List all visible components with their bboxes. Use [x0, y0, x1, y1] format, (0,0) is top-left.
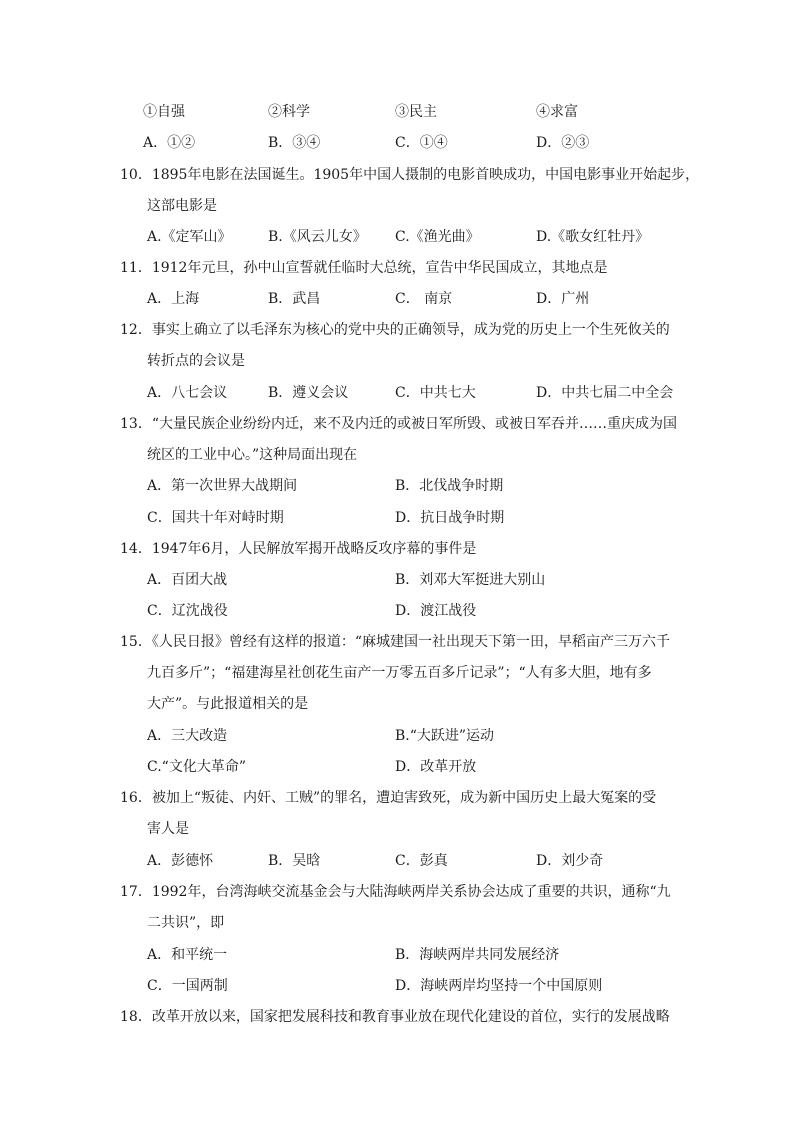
question-13-line-1: 13．“大量民族企业纷纷内迁，来不及内迁的或被日军所毁、或被日军吞并……重庆成为国: [120, 416, 677, 432]
question-17-line-2: 二共识”，即: [147, 915, 225, 931]
q14-option-a: A．百团大战: [147, 572, 228, 588]
q15-option-d: D．改革开放: [395, 759, 477, 775]
q16-option-b: B．吴晗: [268, 853, 321, 869]
q10-option-d: D.《歌女红牡丹》: [536, 229, 650, 245]
item-4: ④求富: [536, 104, 578, 120]
q11-option-c: C． 南京: [395, 291, 453, 307]
question-16-line-1: 16．被加上“叛徒、内奸、工贼”的罪名，遭迫害致死，成为新中国历史上最大冤案的受: [120, 790, 657, 806]
q16-option-d: D．刘少奇: [536, 853, 604, 869]
question-15-line-1: 15．《人民日报》曾经有这样的报道：“麻城建国一社出现天下第一田，早稻亩产三万六千: [120, 634, 670, 650]
question-10-line-1: 10．1895年电影在法国诞生。1905年中国人摄制的电影首映成功，中国电影事业开始起步，: [120, 167, 700, 183]
q17-option-c: C．一国两制: [147, 978, 228, 994]
q13-option-b: B．北伐战争时期: [395, 478, 504, 494]
q16-option-a: A．彭德怀: [147, 853, 214, 869]
q12-option-a: A．八七会议: [147, 385, 228, 401]
question-13-line-2: 统区的工业中心。”这种局面出现在: [147, 447, 358, 463]
question-14-line-1: 14．1947年6月，人民解放军揭开战略反攻序幕的事件是: [120, 541, 477, 557]
q12-option-d: D．中共七届二中全会: [536, 385, 674, 401]
q13-option-a: A．第一次世界大战期间: [147, 478, 298, 494]
q10-option-c: C.《渔光曲》: [395, 229, 480, 245]
question-15-line-2: 九百多斤”；“福建海星社创花生亩产一万零五百多斤记录”；“人有多大胆，地有多: [147, 665, 652, 681]
question-10-line-2: 这部电影是: [147, 198, 217, 214]
q14-option-c: C．辽沈战役: [147, 603, 228, 619]
option-d: D．②③: [536, 135, 590, 151]
item-3: ③民主: [395, 104, 437, 120]
q10-option-a: A.《定军山》: [147, 229, 232, 245]
option-a: A．①②: [143, 135, 196, 151]
q11-option-a: A．上海: [147, 291, 200, 307]
question-12-line-1: 12．事实上确立了以毛泽东为核心的党中央的正确领导，成为党的历史上一个生死攸关的: [120, 322, 670, 338]
question-18-line-1: 18．改革开放以来，国家把发展科技和教育事业放在现代化建设的首位，实行的发展战略: [120, 1009, 670, 1025]
q13-option-c: C．国共十年对峙时期: [147, 510, 284, 526]
q11-option-b: B．武昌: [268, 291, 321, 307]
question-15-line-3: 大产”。与此报道相关的是: [147, 696, 309, 712]
q12-option-b: B．遵义会议: [268, 385, 349, 401]
item-2: ②科学: [268, 104, 310, 120]
q14-option-b: B．刘邓大军挺进大别山: [395, 572, 546, 588]
q15-option-c: C.“文化大革命”: [147, 759, 246, 775]
question-12-line-2: 转折点的会议是: [147, 353, 245, 369]
question-16-line-2: 害人是: [147, 821, 189, 837]
q13-option-d: D．抗日战争时期: [395, 510, 505, 526]
q15-option-a: A．三大改造: [147, 728, 228, 744]
q11-option-d: D．广州: [536, 291, 590, 307]
question-11-line-1: 11．1912年元旦，孙中山宣誓就任临时大总统，宣告中华民国成立，其地点是: [120, 260, 608, 276]
q16-option-c: C．彭真: [395, 853, 448, 869]
option-b: B．③④: [268, 135, 321, 151]
q12-option-c: C．中共七大: [395, 385, 476, 401]
q17-option-b: B．海峡两岸共同发展经济: [395, 947, 560, 963]
item-1: ①自强: [143, 104, 185, 120]
option-c: C．①④: [395, 135, 448, 151]
question-17-line-1: 17．1992年，台湾海峡交流基金会与大陆海峡两岸关系协会达成了重要的共识，通称“九: [120, 884, 671, 900]
q14-option-d: D．渡江战役: [395, 603, 477, 619]
q17-option-a: A．和平统一: [147, 947, 228, 963]
q10-option-b: B.《风云儿女》: [268, 229, 367, 245]
q17-option-d: D．海峡两岸均坚持一个中国原则: [395, 978, 603, 994]
q15-option-b: B.“大跃进”运动: [395, 728, 495, 744]
